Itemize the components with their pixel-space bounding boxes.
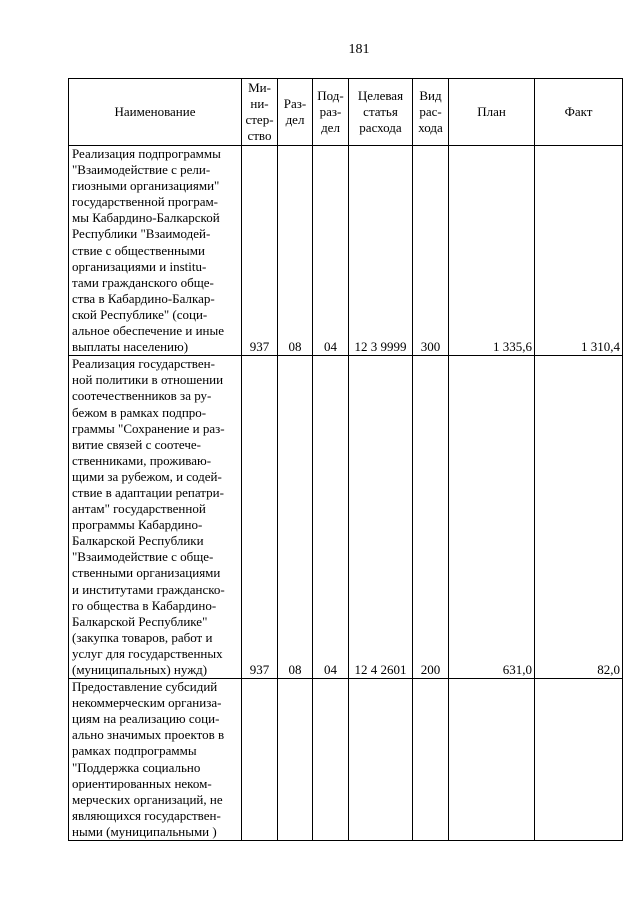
row-target-article: 12 3 9999 bbox=[349, 146, 413, 356]
row-name: Реализация государствен- ной политики в отношении соотечественников за ру- бежом в рамках подпро- граммы "Сохранение и раз- витие связей с соотече- ственниками, проживаю- щими за рубежом, и содей- ствие в адаптации репатри- антам" государственной программы Кабардино- Балкарской Республики "Взаимодействие с обще- ственными организациями и институтами гражданско- го общества в Кабардино- Балкарской Республике" (закупка товаров, работ и услуг для государственных (муниципальных) нужд) bbox=[69, 356, 242, 679]
header-plan: План bbox=[449, 79, 535, 146]
row-section bbox=[278, 679, 313, 841]
row-target-article: 12 4 2601 bbox=[349, 356, 413, 679]
header-fact: Факт bbox=[535, 79, 623, 146]
row-plan: 1 335,6 bbox=[449, 146, 535, 356]
table-header-row bbox=[69, 79, 623, 146]
row-expense-type bbox=[413, 679, 449, 841]
table-row bbox=[69, 679, 623, 841]
row-section: 08 bbox=[278, 356, 313, 679]
table-row bbox=[69, 356, 623, 679]
budget-table bbox=[68, 78, 623, 841]
header-name: Наименование bbox=[69, 79, 242, 146]
page-number: 181 bbox=[348, 42, 370, 57]
row-ministry bbox=[242, 679, 278, 841]
header-section: Раз- дел bbox=[278, 79, 313, 146]
header-target-article: Целевая статья расхода bbox=[349, 79, 413, 146]
row-name: Предоставление субсидий некоммерческим организа- циям на реализацию соци- ально значимых проектов в рамках подпрограммы "Поддержка социально ориентированных неком- мерческих организаций, не являющихся государствен- ными (муниципальными ) bbox=[69, 679, 242, 841]
header-expense-type: Вид рас- хода bbox=[413, 79, 449, 146]
row-subsection: 04 bbox=[313, 146, 349, 356]
header-subsection: Под- раз- дел bbox=[313, 79, 349, 146]
row-target-article bbox=[349, 679, 413, 841]
row-fact: 1 310,4 bbox=[535, 146, 623, 356]
row-ministry: 937 bbox=[242, 356, 278, 679]
row-plan: 631,0 bbox=[449, 356, 535, 679]
row-plan bbox=[449, 679, 535, 841]
row-subsection bbox=[313, 679, 349, 841]
row-section: 08 bbox=[278, 146, 313, 356]
row-subsection: 04 bbox=[313, 356, 349, 679]
row-fact: 82,0 bbox=[535, 356, 623, 679]
row-expense-type: 300 bbox=[413, 146, 449, 356]
header-ministry: Ми- ни- стер- ство bbox=[242, 79, 278, 146]
table-row bbox=[69, 146, 623, 356]
row-ministry: 937 bbox=[242, 146, 278, 356]
row-expense-type: 200 bbox=[413, 356, 449, 679]
row-fact bbox=[535, 679, 623, 841]
row-name: Реализация подпрограммы "Взаимодействие с рели- гиозными организациями" государственной програм- мы Кабардино-Балкарской Республики "Взаимодей- ствие с общественными организациями и institu- тами гражданского обще- ства в Кабардино-Балкар- ской Республике" (соци- альное обеспечение и иные выплаты населению) bbox=[69, 146, 242, 356]
